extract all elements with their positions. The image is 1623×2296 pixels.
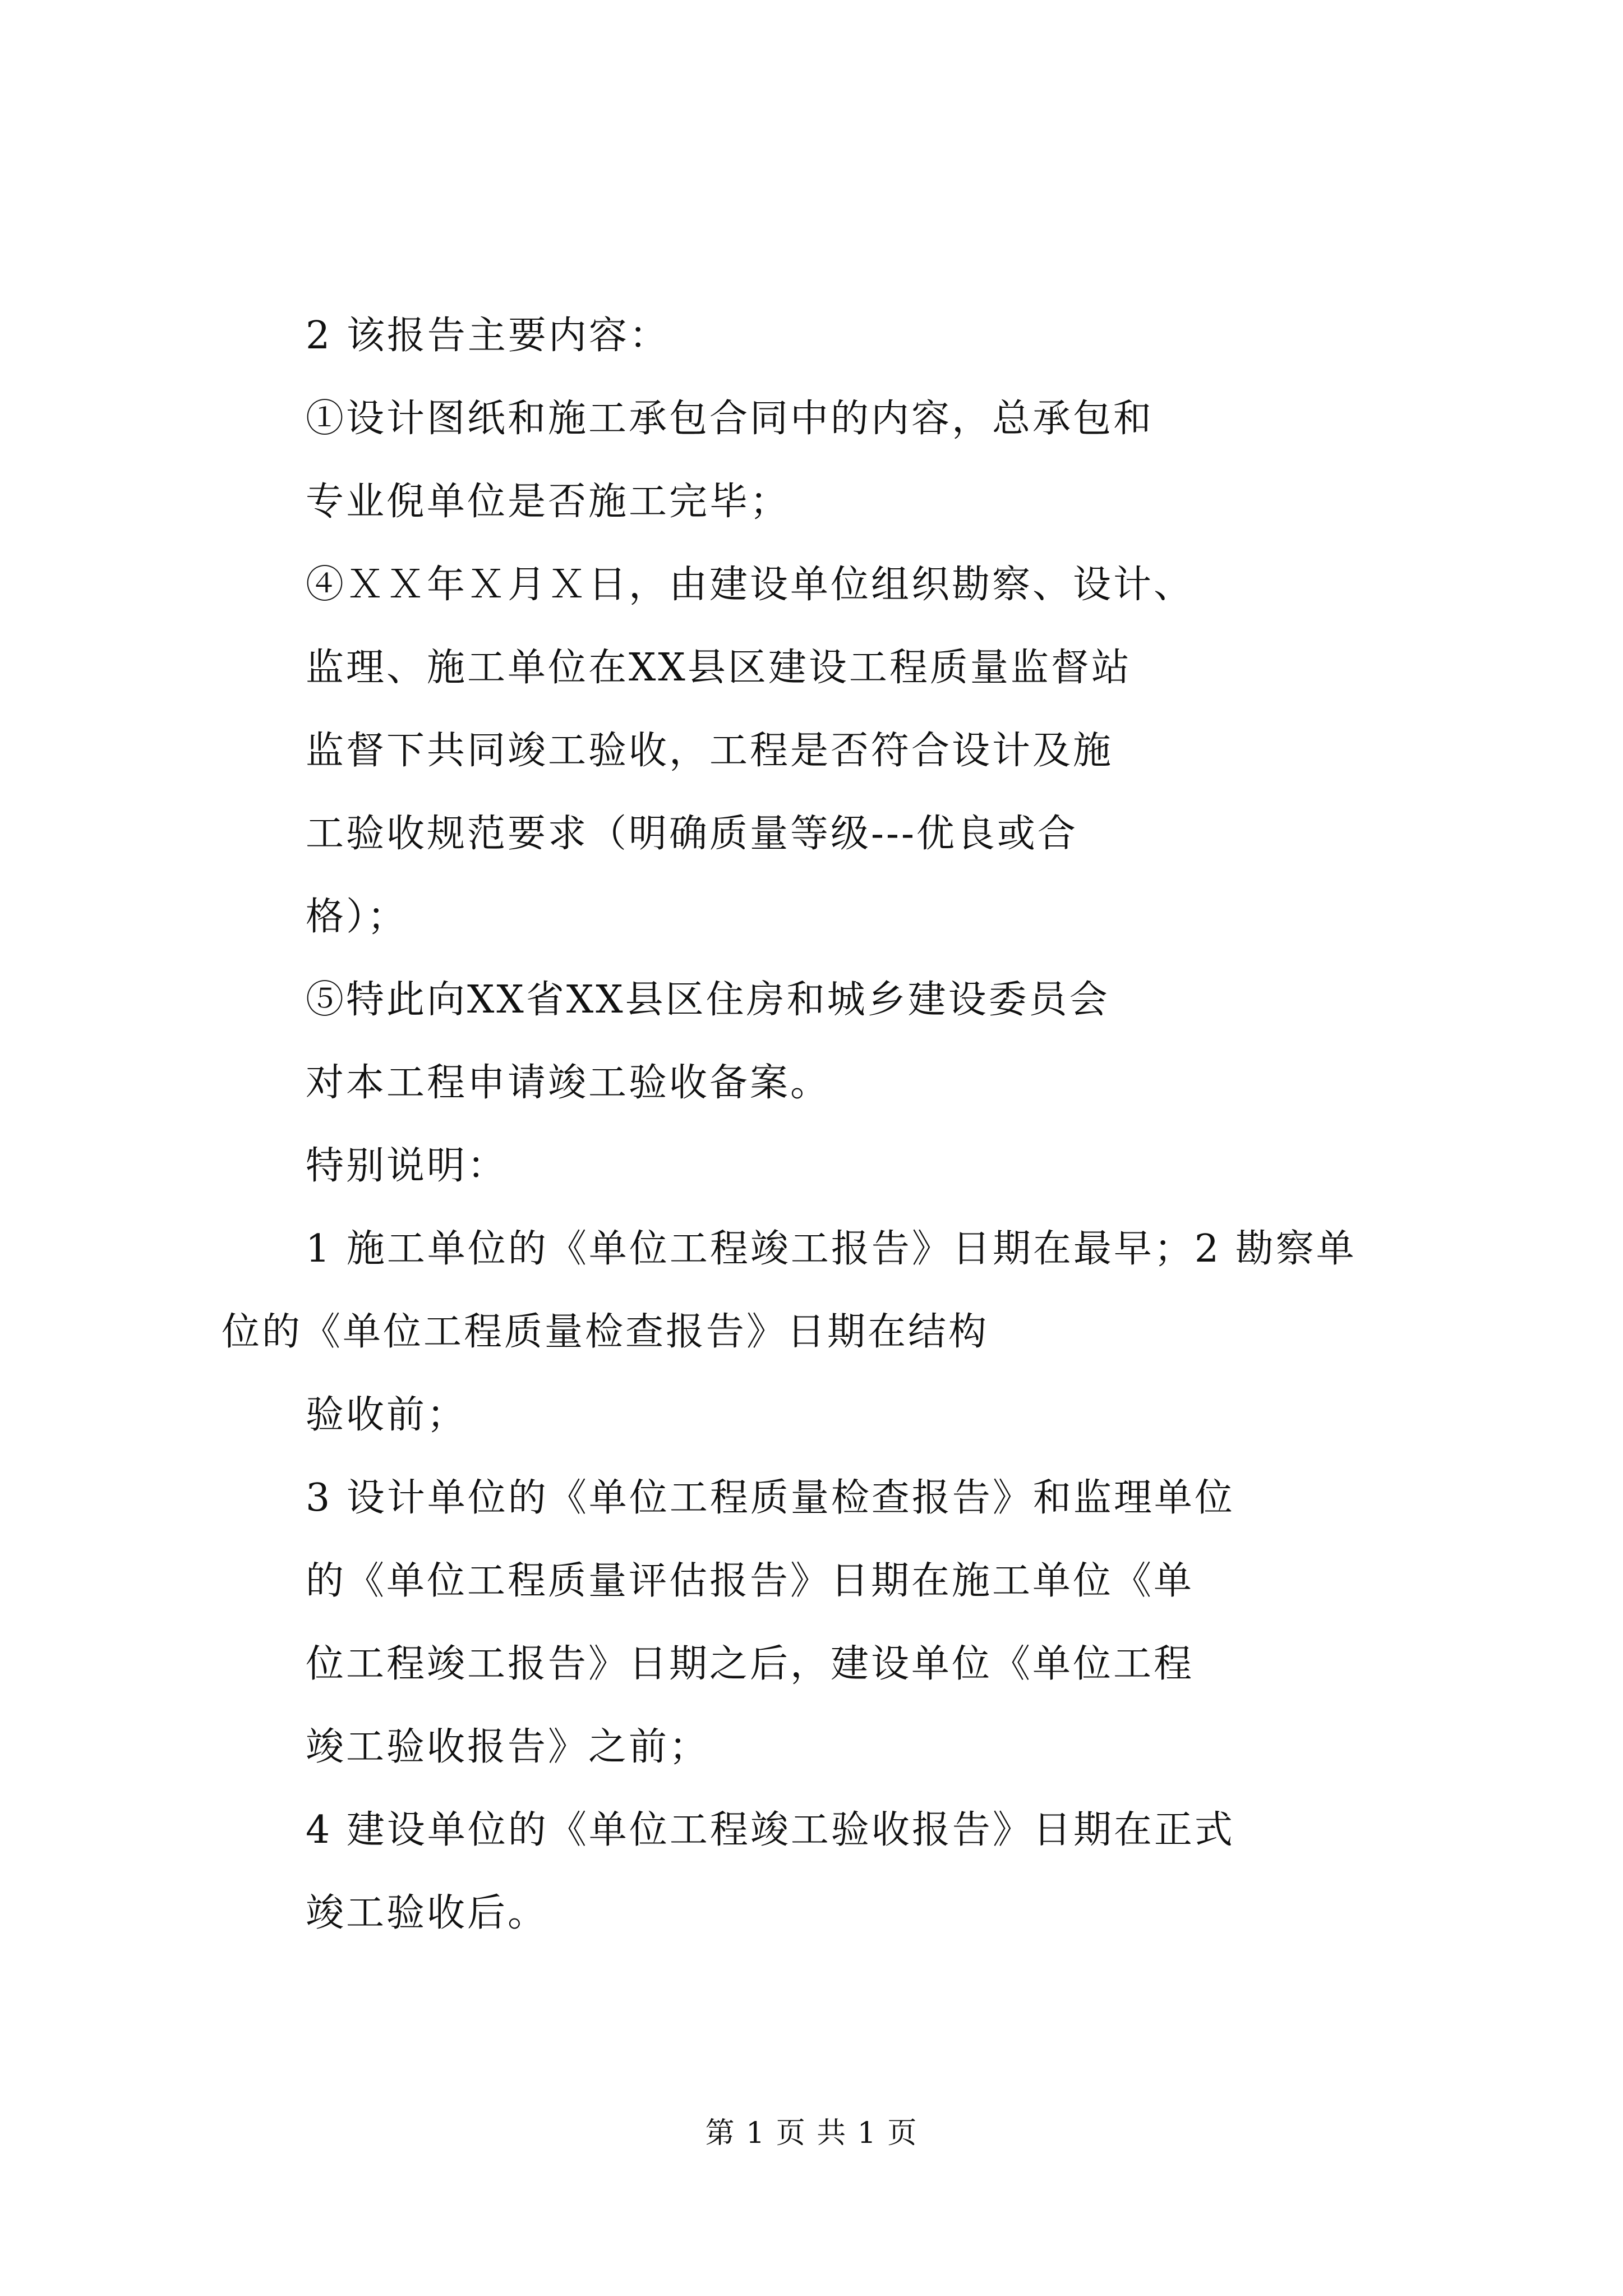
paragraph-line: 监理、施工单位在XX县区建设工程质量监督站 bbox=[306, 646, 1132, 690]
paragraph-line: ⑤特此向XX省XX县区住房和城乡建设委员会 bbox=[306, 978, 1110, 1022]
paragraph-line: 竣工验收后。 bbox=[306, 1891, 548, 1935]
paragraph-line: 位的《单位工程质量检查报告》日期在结构 bbox=[222, 1310, 989, 1354]
paragraph-line: 专业倪单位是否施工完毕； bbox=[306, 480, 791, 524]
paragraph-line: ④ＸＸ年Ｘ月Ｘ日，由建设单位组织勘察、设计、 bbox=[306, 563, 1195, 607]
paragraph-line: 4 建设单位的《单位工程竣工验收报告》日期在正式 bbox=[306, 1808, 1235, 1852]
paragraph-line: 的《单位工程质量评估报告》日期在施工单位《单 bbox=[306, 1559, 1195, 1603]
paragraph-line: 2 该报告主要内容： bbox=[306, 314, 670, 358]
paragraph-line: 位工程竣工报告》日期之后，建设单位《单位工程 bbox=[306, 1642, 1195, 1686]
paragraph-line: ①设计图纸和施工承包合同中的内容，总承包和 bbox=[306, 397, 1154, 441]
paragraph-line: 1 施工单位的《单位工程竣工报告》日期在最早；2 勘察单 bbox=[306, 1227, 1357, 1271]
paragraph-line: 监督下共同竣工验收，工程是否符合设计及施 bbox=[306, 729, 1114, 773]
paragraph-line: 竣工验收报告》之前； bbox=[306, 1725, 710, 1769]
paragraph-line: 3 设计单位的《单位工程质量检查报告》和监理单位 bbox=[306, 1476, 1235, 1520]
paragraph-line: 对本工程申请竣工验收备案。 bbox=[306, 1061, 831, 1105]
paragraph-line: 特别说明： bbox=[306, 1144, 508, 1188]
paragraph-line: 工验收规范要求（明确质量等级---优良或合 bbox=[306, 812, 1078, 856]
paragraph-line: 验收前； bbox=[306, 1393, 468, 1437]
paragraph-line: 格）； bbox=[306, 895, 408, 939]
page-number-footer: 第 1 页 共 1 页 bbox=[705, 2116, 918, 2150]
